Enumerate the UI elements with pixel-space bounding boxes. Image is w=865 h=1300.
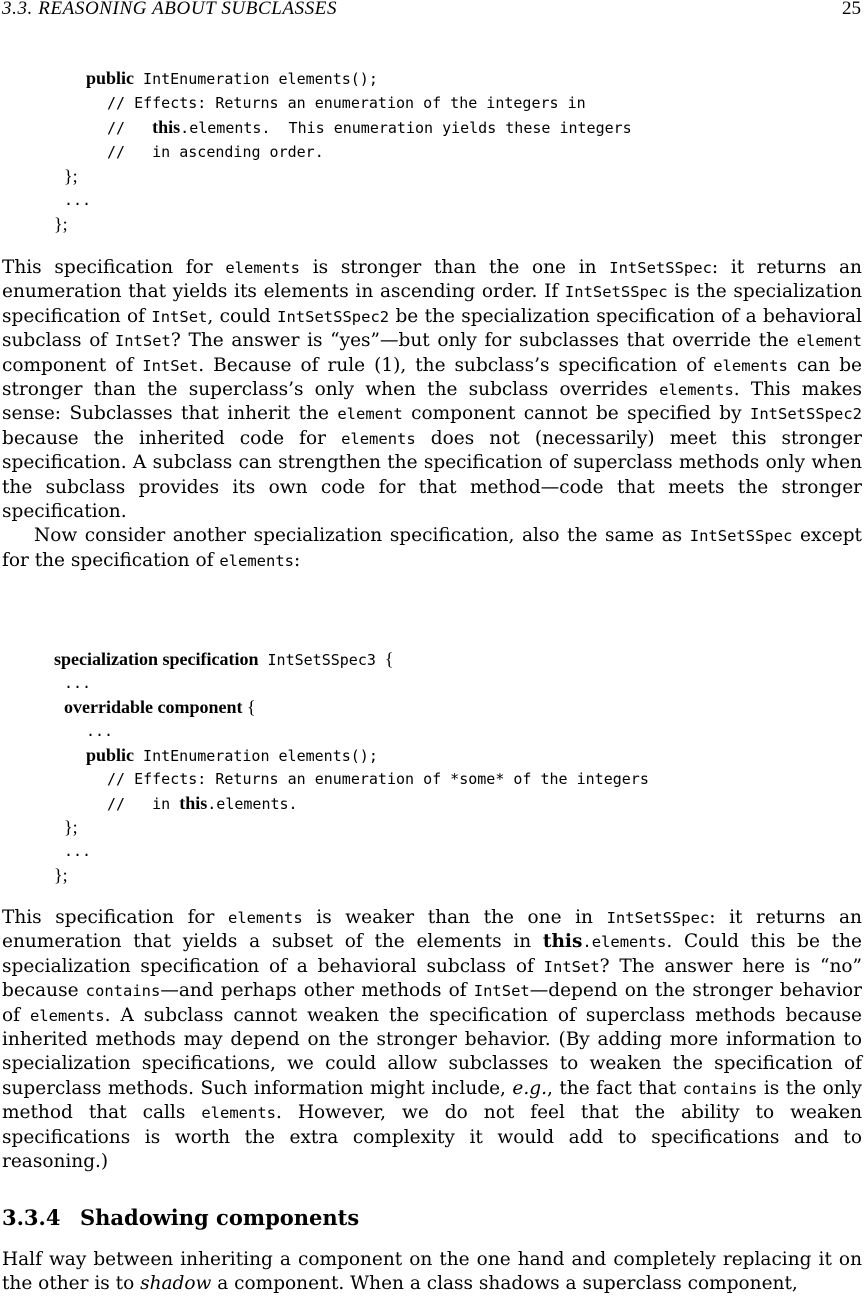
running-header: [0, 0, 865, 24]
code-line: };: [54, 214, 68, 234]
code-line: specialization specification IntSetSSpec3 {: [54, 649, 394, 669]
code-line: ...: [64, 842, 92, 860]
code-line: };: [64, 817, 78, 837]
section-title: Shadowing components: [80, 1205, 360, 1230]
code-line: // in this.elements.: [107, 793, 298, 813]
page-number: 25: [842, 0, 861, 19]
code-line: overridable component {: [64, 697, 256, 717]
code-line: // this.elements. This enumeration yields these integers: [107, 117, 632, 137]
section-heading: [2, 1205, 359, 1230]
code-line: };: [54, 865, 68, 885]
section-number: 3.3.4: [2, 1205, 61, 1230]
header-section-title: 3.3. REASONING ABOUT SUBCLASSES: [2, 0, 338, 19]
code-line: // Effects: Returns an enumeration of *some* of the integers: [107, 770, 649, 788]
code-line: ...: [64, 191, 92, 209]
code-line: // in ascending order.: [107, 143, 324, 161]
code-line: ...: [86, 722, 114, 740]
code-line: };: [64, 166, 78, 186]
paragraph-2: Now consider another specialization specification, also the same as IntSetSSpec except for the specification of elements:: [2, 525, 862, 571]
paragraph-4: Half way between inheriting a component on the one hand and completely replacing it on the other is to shadow a component. When a class shadows a superclass component,: [2, 1249, 862, 1295]
code-line: ...: [64, 674, 92, 692]
paragraph-1: This specification for elements is stronger than the one in IntSetSSpec: it returns an enumeration that yields its elements in ascending order. If IntSetSSpec is the specialization specification of IntSet, could IntSetSSpec2 be the specialization specification of a behavioral subclass of IntSet? The answer is “yes”—but only for subclasses that override the element component of IntSet. Because of rule (1), the subclass’s specification of elements can be stronger than the superclass’s only when the subclass overrides elements. This makes sense: Subclasses that inherit the element component cannot be specified by IntSetSSpec2 because the inherited code for elements does not (necessarily) meet this stronger specification. A subclass can strengthen the specification of superclass methods only when the subclass provides its own code for that method—code that meets the stronger specification. Now consider another specialization specification, also the same as IntSetSSpec except for the specification of elements:: [2, 256, 862, 573]
code-line: public IntEnumeration elements();: [86, 745, 378, 765]
code-line: // Effects: Returns an enumeration of the integers in: [107, 94, 586, 112]
paragraph-3: This specification for elements is weaker than the one in IntSetSSpec: it returns an enumeration that yields a subset of the elements in this.elements. Could this be the specialization specification of a behavioral subclass of IntSet? The answer here is “no” because contains—and perhaps other methods of IntSet—depend on the stronger behavior of elements. A subclass cannot weaken the specification of superclass methods because inherited methods may depend on the stronger behavior. (By adding more information to specialization specifications, we could allow subclasses to weaken the specification of superclass methods. Such information might include, e.g., the fact that contains is the only method that calls elements. However, we do not feel that the ability to weaken specifications is worth the extra complexity it would add to specifications and to reasoning.): [2, 907, 862, 1173]
code-line: public IntEnumeration elements();: [86, 68, 378, 88]
